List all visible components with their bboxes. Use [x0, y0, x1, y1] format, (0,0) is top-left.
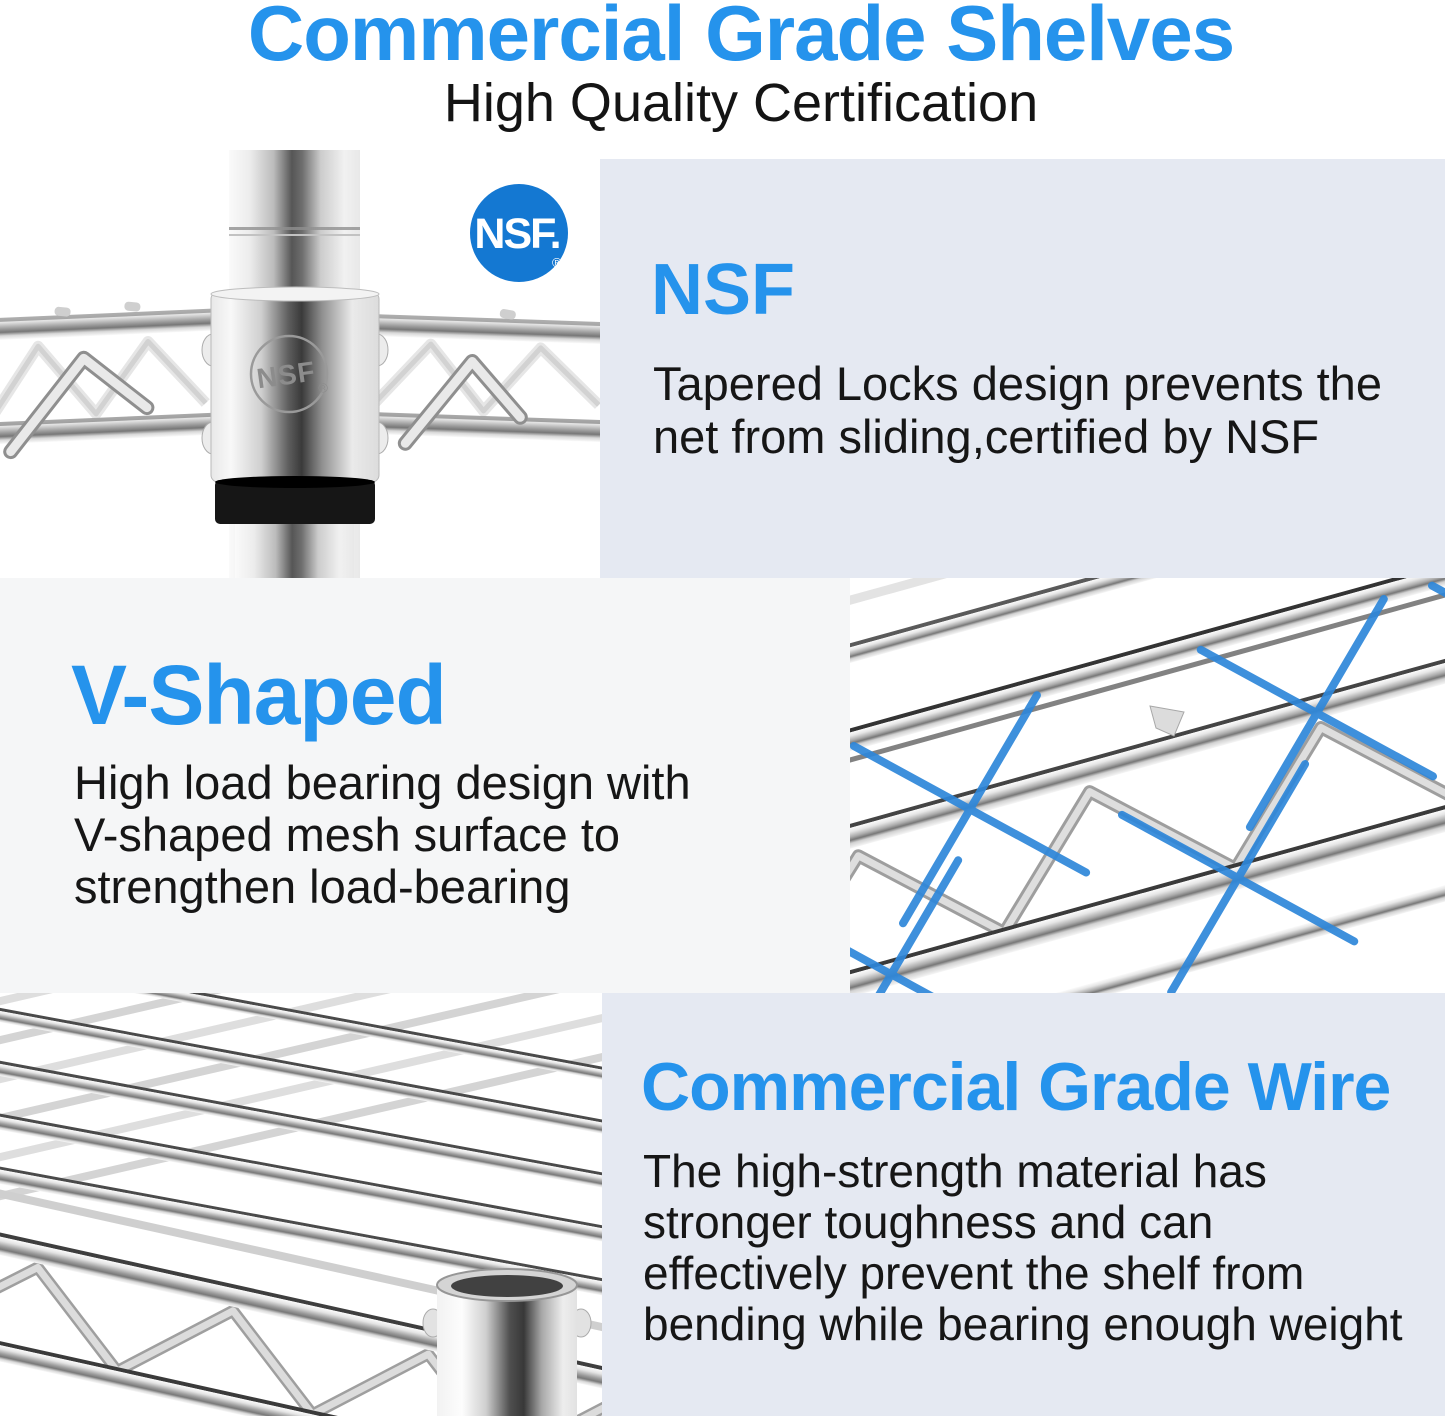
collar-stamp-registered-mark: ® — [317, 379, 329, 396]
v-shaped-section-body — [74, 757, 691, 913]
pole-seam — [229, 234, 360, 236]
blue-v-highlight-marks — [850, 578, 1445, 993]
black-lock-ring — [215, 476, 375, 524]
collar-stamp-text: NSF — [254, 355, 318, 395]
diagonal-wire-group — [850, 578, 1445, 993]
nsf-certification-badge-icon — [470, 184, 568, 282]
v-shaped-body-line: V-shaped mesh surface to — [74, 808, 621, 861]
page-subtitle: High Quality Certification — [443, 73, 1039, 133]
nsf-badge-label: NSF. — [474, 210, 560, 258]
v-shaped-body-line: High load bearing design with — [74, 756, 691, 809]
page-title: Commercial Grade Shelves — [247, 0, 1235, 77]
v-shaped-wire-photo — [850, 578, 1445, 993]
v-shaped-section-heading: V-Shaped — [71, 648, 446, 742]
v-shaped-body-line: strengthen load-bearing — [74, 860, 571, 913]
wire-body-line: The high-strength material has — [643, 1145, 1267, 1197]
pole-collar-photo — [0, 150, 600, 578]
nsf-section-heading: NSF — [651, 250, 795, 330]
wire-body-line: stronger toughness and can — [643, 1196, 1214, 1248]
pole-socket — [423, 1269, 591, 1416]
wire-section-heading: Commercial Grade Wire — [641, 1049, 1391, 1125]
nsf-body-line: net from sliding,certified by NSF — [653, 410, 1320, 463]
tapered-lock-collar — [211, 287, 379, 482]
left-shelf-truss — [0, 297, 220, 452]
shelf-pole-lower — [235, 524, 354, 578]
metal-tab — [1150, 706, 1184, 736]
nsf-body-line: Tapered Locks design prevents the — [653, 357, 1382, 410]
right-shelf-truss — [369, 304, 600, 450]
nsf-section-body — [653, 357, 1382, 463]
wire-section-body — [643, 1146, 1403, 1350]
shelf-corner-photo — [0, 993, 602, 1416]
wire-body-line: bending while bearing enough weight — [643, 1298, 1403, 1350]
pole-seam — [229, 227, 360, 230]
nsf-badge-registered-mark: ® — [552, 255, 562, 270]
wire-body-line: effectively prevent the shelf from — [643, 1247, 1305, 1299]
